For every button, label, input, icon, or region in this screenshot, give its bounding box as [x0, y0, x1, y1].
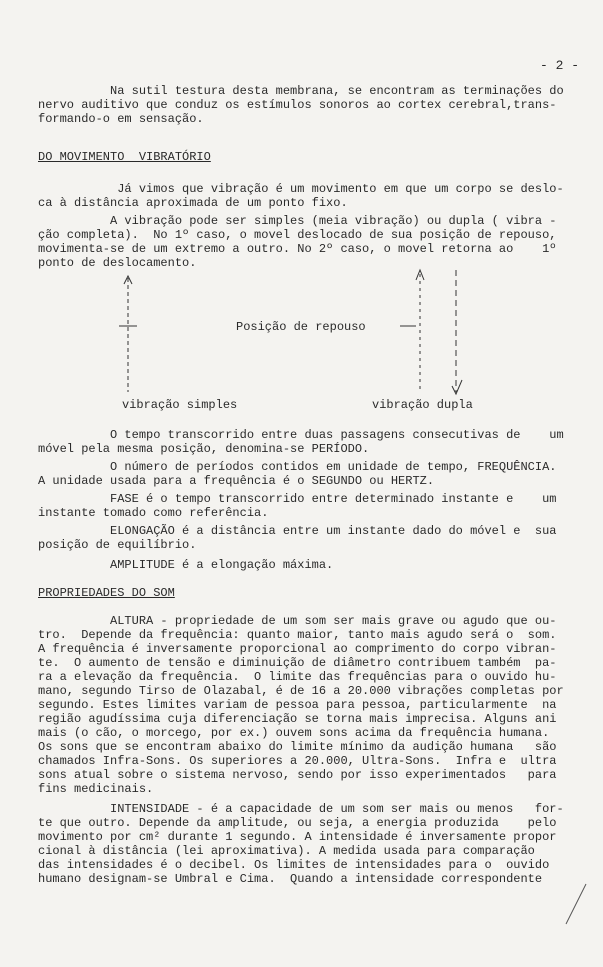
text-line: instante tomado como referência. — [38, 506, 269, 520]
text-line: ponto de deslocamento. — [38, 256, 197, 270]
simple-vibration-label: vibração simples — [122, 398, 238, 412]
text-line: O número de períodos contidos em unidade de tempo, FREQUÊNCIA. — [38, 460, 557, 474]
text-line: Na sutil testura desta membrana, se encontram as terminações do — [38, 84, 564, 98]
text-line: Já vimos que vibração é um movimento em que um corpo se deslo- — [38, 182, 564, 196]
text-line: sons atual sobre o sistema nervoso, sendo por isso experimentados para — [38, 768, 557, 782]
text-line: posição de equilíbrio. — [38, 538, 197, 552]
text-line: te. O aumento de tensão e diminuição de diâmetro contribuem também pa- — [38, 656, 557, 670]
text-line: movimento por cm² durante 1 segundo. A intensidade é inversamente propor — [38, 830, 557, 844]
vibration-diagram-svg — [0, 262, 603, 422]
text-line: segundo. Estes limites variam de pessoa para pessoa, particularmente na — [38, 698, 557, 712]
text-line: ção completa). No 1º caso, o movel deslocado de sua posição de repouso, — [38, 228, 557, 242]
text-line: móvel pela mesma posição, denomina-se PERÍODO. — [38, 442, 370, 456]
text-line: formando-o em sensação. — [38, 112, 204, 126]
text-line: A vibração pode ser simples (meia vibração) ou dupla ( vibra - — [38, 214, 557, 228]
text-line: ra a elevação da frequência. O limite das frequências para o ouvido hu- — [38, 670, 557, 684]
text-line: te que outro. Depende da amplitude, ou seja, a energia produzida pelo — [38, 816, 557, 830]
text-line: tro. Depende da frequência: quanto maior, tanto mais agudo será o som. — [38, 628, 557, 642]
double-vibration-label: vibração dupla — [372, 398, 473, 412]
text-line: mais (o cão, o morcego, por ex.) ouvem sons acima da frequência humana. — [38, 726, 550, 740]
vibration-diagram — [0, 262, 603, 422]
text-line: mano, segundo Tirso de Olazabal, é de 16 a 20.000 vibrações completas por — [38, 684, 564, 698]
double-vibration-arrow — [400, 270, 462, 394]
text-line: AMPLITUDE é a elongação máxima. — [38, 558, 334, 572]
text-line: ALTURA - propriedade de um som ser mais grave ou agudo que ou- — [38, 614, 557, 628]
section-title-movimento: DO MOVIMENTO VIBRATÓRIO — [38, 150, 211, 164]
text-line: INTENSIDADE - é a capacidade de um som ser mais ou menos for- — [38, 802, 564, 816]
pencil-mark-icon — [560, 880, 590, 930]
simple-vibration-arrow — [119, 276, 137, 392]
text-line: ELONGAÇÃO é a distância entre um instante dado do móvel e sua — [38, 524, 557, 538]
text-line: A unidade usada para a frequência é o SEGUNDO ou HERTZ. — [38, 474, 435, 488]
text-line: fins medicinais. — [38, 782, 154, 796]
rest-position-label: Posição de repouso — [236, 320, 366, 334]
text-line: cional à distância (lei aproximativa). A medida usada para comparação — [38, 844, 535, 858]
page-number: - 2 - — [540, 58, 580, 73]
text-line: movimenta-se de um extremo a outro. No 2º caso, o movel retorna ao 1º — [38, 242, 557, 256]
text-line: FASE é o tempo transcorrido entre determinado instante e um — [38, 492, 557, 506]
text-line: Os sons que se encontram abaixo do limite mínimo da audição humana são — [38, 740, 557, 754]
text-line: região agudíssima cuja diferenciação se torna mais imprecisa. Alguns ani — [38, 712, 557, 726]
text-line: A frequência é inversamente proporcional ao comprimento do corpo vibran- — [38, 642, 557, 656]
text-line: O tempo transcorrido entre duas passagens consecutivas de um — [38, 428, 564, 442]
section-title-propriedades: PROPRIEDADES DO SOM — [38, 586, 175, 600]
text-line: ca à distância aproximada de um ponto fixo. — [38, 196, 348, 210]
text-line: humano designam-se Umbral e Cima. Quando a intensidade correspondente — [38, 872, 543, 886]
text-line: das intensidades é o decibel. Os limites de intensidades para o ouvido — [38, 858, 550, 872]
text-line: chamados Infra-Sons. Os superiores a 20.000, Ultra-Sons. Infra e ultra — [38, 754, 557, 768]
text-line: nervo auditivo que conduz os estímulos sonoros ao cortex cerebral,trans- — [38, 98, 557, 112]
